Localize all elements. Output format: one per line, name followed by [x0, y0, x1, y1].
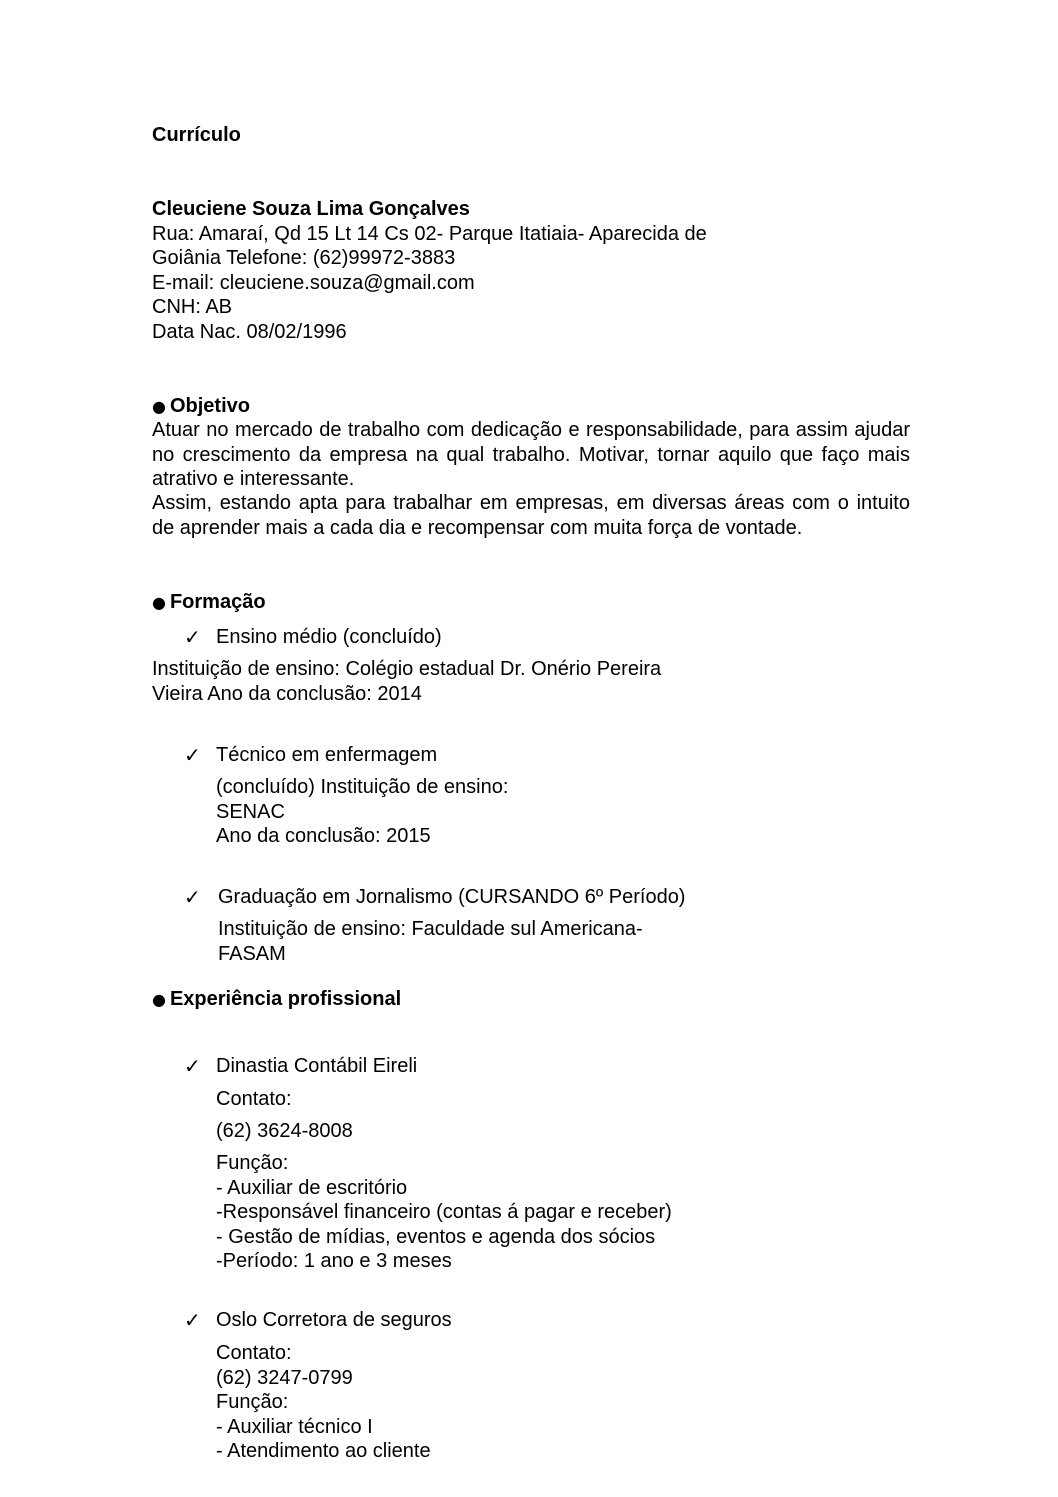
check-icon: ✓ — [184, 743, 201, 767]
education-item-2-details — [216, 775, 508, 849]
personal-info — [152, 197, 707, 344]
job-1-role-label: Função: — [216, 1152, 289, 1174]
check-icon: ✓ — [184, 1308, 201, 1332]
job-1-details — [216, 1151, 672, 1274]
job-2-task-2: - Atendimento ao cliente — [216, 1440, 431, 1462]
job-2-phone: (62) 3247-0799 — [216, 1366, 353, 1389]
job-2-company: Oslo Corretora de seguros — [216, 1309, 452, 1331]
job-1-company: Dinastia Contábil Eireli — [216, 1055, 418, 1077]
objective-paragraph-2: Assim, estando apta para trabalhar em empresas, em diversas áreas com o intuito de aprender mais a cada dia e recompensar com muita força de vontade. — [152, 492, 910, 539]
bullet-icon: ● — [152, 593, 166, 612]
education-item-3-title: Graduação em Jornalismo (CURSANDO 6º Período) — [218, 886, 686, 908]
education-heading-label: Formação — [169, 591, 266, 613]
job-2-contact-label: Contato: — [216, 1342, 292, 1364]
education-item-3-line-2: FASAM — [218, 942, 286, 965]
education-item-2-line-1: (concluído) Instituição de ensino: — [216, 776, 509, 798]
experience-heading-label: Experiência profissional — [169, 988, 402, 1010]
education-item-3-details — [218, 917, 643, 966]
education-item-1-details — [152, 657, 661, 706]
check-icon: ✓ — [184, 885, 201, 909]
cnh-line: CNH: AB — [152, 296, 233, 318]
objective-heading — [152, 394, 250, 420]
job-2-role-label: Função: — [216, 1391, 289, 1413]
person-name: Cleuciene Souza Lima Gonçalves — [152, 198, 470, 220]
education-heading — [152, 590, 266, 616]
job-1-task-2: -Responsável financeiro (contas á pagar e receber) — [216, 1201, 672, 1223]
address-line-2: Goiânia Telefone: (62)99972-3883 — [152, 247, 456, 269]
job-2-details — [216, 1341, 431, 1464]
job-1-phone: (62) 3624-8008 — [216, 1120, 353, 1142]
bullet-icon: ● — [152, 990, 166, 1009]
objective-paragraph-1: Atuar no mercado de trabalho com dedicação e responsabilidade, para assim ajudar no crescimento da empresa na qual trabalho. Motivar, tornar aquilo que faço mais atrativo e interessante. — [152, 419, 910, 490]
document-title: Currículo — [152, 124, 241, 146]
job-1-period: -Período: 1 ano e 3 meses — [216, 1250, 452, 1272]
job-1-contact-label: Contato: — [216, 1088, 292, 1110]
objective-heading-label: Objetivo — [169, 395, 250, 417]
education-item-2-title: Técnico em enfermagem — [216, 744, 438, 766]
job-2-task-1: - Auxiliar técnico I — [216, 1415, 373, 1438]
email-line: E-mail: cleuciene.souza@gmail.com — [152, 271, 475, 294]
education-item-2-line-2: SENAC — [216, 800, 285, 823]
education-item-1-line-1: Instituição de ensino: Colégio estadual Dr. Onério Pereira — [152, 658, 662, 680]
address-line-1: Rua: Amaraí, Qd 15 Lt 14 Cs 02- Parque Itatiaia- Aparecida de — [152, 222, 707, 245]
education-item-1-line-2: Vieira Ano da conclusão: 2014 — [152, 682, 422, 705]
education-item-1-title: Ensino médio (concluído) — [216, 626, 442, 648]
education-item-2-line-3: Ano da conclusão: 2015 — [216, 825, 431, 847]
birth-date-line: Data Nac. 08/02/1996 — [152, 320, 347, 343]
bullet-icon: ● — [152, 397, 166, 416]
check-icon: ✓ — [184, 1054, 201, 1078]
experience-heading — [152, 987, 401, 1013]
education-item-3-line-1: Instituição de ensino: Faculdade sul Americana- — [218, 918, 643, 940]
check-icon: ✓ — [184, 625, 201, 649]
job-1-task-3: - Gestão de mídias, eventos e agenda dos sócios — [216, 1225, 656, 1248]
job-1-task-1: - Auxiliar de escritório — [216, 1176, 408, 1199]
